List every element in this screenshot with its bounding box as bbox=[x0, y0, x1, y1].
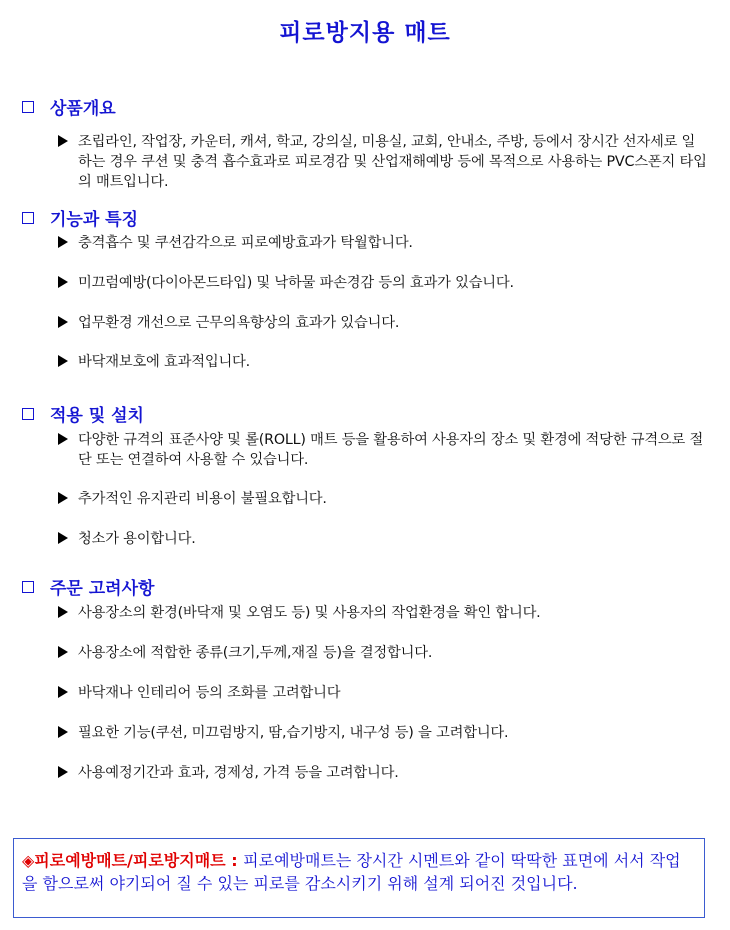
triangle-bullet-icon bbox=[58, 135, 68, 147]
list-item: 다양한 규격의 표준사양 및 롤(ROLL) 매트 등을 활용하여 사용자의 장소 및 환경에 적당한 규격으로 절단 또는 연결하여 사용할 수 있습니다. bbox=[58, 430, 708, 470]
triangle-bullet-icon bbox=[58, 606, 68, 618]
note-body: 피로예방매트는 장시간 시멘트와 같이 딱딱한 표면에 서서 작업을 함으로써 야기되어 질 수 있는 피로를 감소시키기 위해 설계 되어진 것입니다. bbox=[22, 851, 681, 893]
square-bullet-icon bbox=[22, 581, 34, 593]
section-heading: 기능과 특징 bbox=[50, 210, 139, 230]
list-item: 바닥재보호에 효과적입니다. bbox=[58, 352, 708, 372]
triangle-bullet-icon bbox=[58, 492, 68, 504]
list-item: 바닥재나 인테리어 등의 조화를 고려합니다 bbox=[58, 683, 708, 703]
list-item: 미끄럼예방(다이아몬드타입) 및 낙하물 파손경감 등의 효과가 있습니다. bbox=[58, 273, 708, 293]
list-item: 사용예정기간과 효과, 경제성, 가격 등을 고려합니다. bbox=[58, 763, 708, 783]
triangle-bullet-icon bbox=[58, 726, 68, 738]
triangle-bullet-icon bbox=[58, 766, 68, 778]
list-item: 필요한 기능(쿠션, 미끄럼방지, 땀,습기방지, 내구성 등) 을 고려합니다. bbox=[58, 723, 708, 743]
triangle-bullet-icon bbox=[58, 316, 68, 328]
list-item: 사용장소에 적합한 종류(크기,두께,재질 등)을 결정합니다. bbox=[58, 643, 708, 663]
note-lead: ◈피로예방매트/피로방지매트 : bbox=[22, 851, 244, 870]
square-bullet-icon bbox=[22, 101, 34, 113]
section-product-overview bbox=[22, 94, 116, 119]
list-item: 충격흡수 및 쿠션감각으로 피로예방효과가 탁월합니다. bbox=[58, 233, 708, 253]
triangle-bullet-icon bbox=[58, 433, 68, 445]
list-item: 사용장소의 환경(바닥재 및 오염도 등) 및 사용자의 작업환경을 확인 합니다. bbox=[58, 603, 708, 623]
definition-note-box bbox=[13, 838, 705, 918]
section-order-considerations bbox=[22, 574, 154, 599]
section-heading: 상품개요 bbox=[50, 99, 116, 119]
section-features bbox=[22, 205, 138, 230]
list-item: 조립라인, 작업장, 카운터, 캐셔, 학교, 강의실, 미용실, 교회, 안내소, 주방, 등에서 장시간 선자세로 일하는 경우 쿠션 및 충격 흡수효과로 피로경감 및 산업재해예방 등에 목적으로 사용하는 PVC스폰지 타입의 매트입니다. bbox=[58, 132, 708, 192]
list-item: 추가적인 유지관리 비용이 불필요합니다. bbox=[58, 489, 708, 509]
page-title: 피로방지용 매트 bbox=[279, 20, 451, 46]
section-heading: 적용 및 설치 bbox=[50, 406, 144, 426]
section-heading: 주문 고려사항 bbox=[50, 579, 155, 599]
square-bullet-icon bbox=[22, 408, 34, 420]
triangle-bullet-icon bbox=[58, 236, 68, 248]
triangle-bullet-icon bbox=[58, 686, 68, 698]
triangle-bullet-icon bbox=[58, 532, 68, 544]
square-bullet-icon bbox=[22, 212, 34, 224]
triangle-bullet-icon bbox=[58, 646, 68, 658]
list-item: 업무환경 개선으로 근무의욕향상의 효과가 있습니다. bbox=[58, 313, 708, 333]
triangle-bullet-icon bbox=[58, 355, 68, 367]
section-installation bbox=[22, 401, 144, 426]
triangle-bullet-icon bbox=[58, 276, 68, 288]
list-item: 청소가 용이합니다. bbox=[58, 529, 708, 549]
